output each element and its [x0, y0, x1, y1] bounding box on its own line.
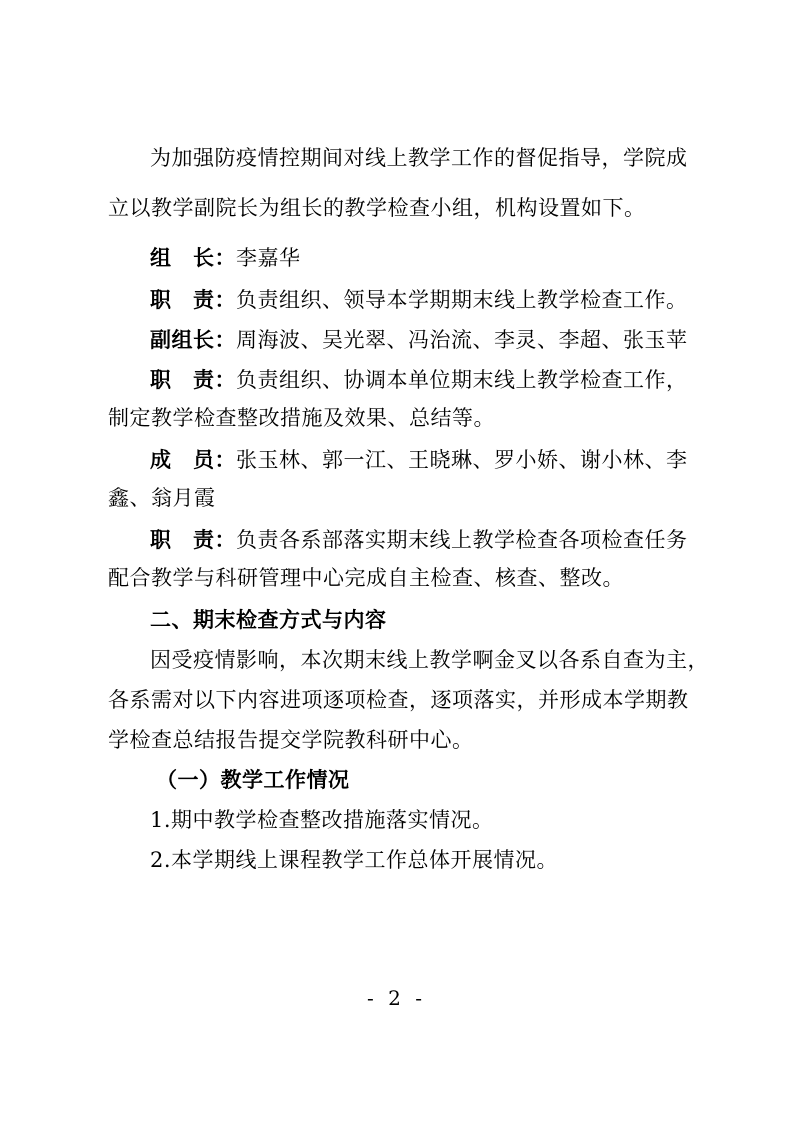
intro-line-2: 立以教学副院长为组长的教学检查小组，机构设置如下。: [108, 196, 646, 220]
members-label: 成 员：: [150, 447, 236, 472]
section-2-heading: 二、期末检查方式与内容: [150, 607, 387, 632]
leader-duty-value: 负责组织、领导本学期期末线上教学检查工作。: [236, 288, 688, 312]
subsection-1-heading: （一）教学工作情况: [156, 767, 350, 792]
subsection-1-item-1: 1.期中教学检查整改措施落实情况。: [150, 808, 494, 832]
deputy-duty-cont: 制定教学检查整改措施及效果、总结等。: [108, 406, 495, 430]
deputy-duty-value: 负责组织、协调本单位期末线上教学检查工作，: [236, 368, 688, 392]
members-row: [108, 444, 688, 476]
intro-line-1: 为加强防疫情控期间对线上教学工作的督促指导，学院成: [150, 146, 688, 170]
page-number: - 2 -: [367, 986, 426, 1010]
leader-row: [108, 242, 301, 274]
section-2-para-line-1: 因受疫情影响，本次期末线上教学啊金叉以各系自查为主，: [150, 648, 709, 672]
subsection-1-item-2: 2.本学期线上课程教学工作总体开展情况。: [150, 848, 559, 872]
deputy-duty-label: 职 责：: [150, 367, 236, 392]
leader-label: 组 长：: [150, 245, 236, 270]
members-duty-value: 负责各系部落实期末线上教学检查各项检查任务: [236, 528, 688, 552]
deputy-row: [108, 324, 688, 356]
deputy-label: 副组长：: [150, 327, 236, 352]
leader-duty-label: 职 责：: [150, 287, 236, 312]
leader-value: 李嘉华: [236, 246, 301, 270]
section-2-para-line-2: 各系需对以下内容进项逐项检查，逐项落实，并形成本学期教: [108, 688, 689, 712]
members-duty-cont: 配合教学与科研管理中心完成自主检查、核查、整改。: [108, 566, 624, 590]
members-cont: 鑫、翁月霞: [108, 486, 216, 510]
leader-duty-row: [108, 284, 688, 316]
members-duty-row: [108, 524, 688, 556]
deputy-value: 周海波、吴光翠、冯治流、李灵、李超、张玉苹: [236, 328, 688, 352]
members-duty-label: 职 责：: [150, 527, 236, 552]
deputy-duty-row: [108, 364, 688, 396]
members-value: 张玉林、郭一江、王晓琳、罗小娇、谢小林、李: [236, 448, 688, 472]
section-2-para-line-3: 学检查总结报告提交学院教科研中心。: [108, 728, 474, 752]
